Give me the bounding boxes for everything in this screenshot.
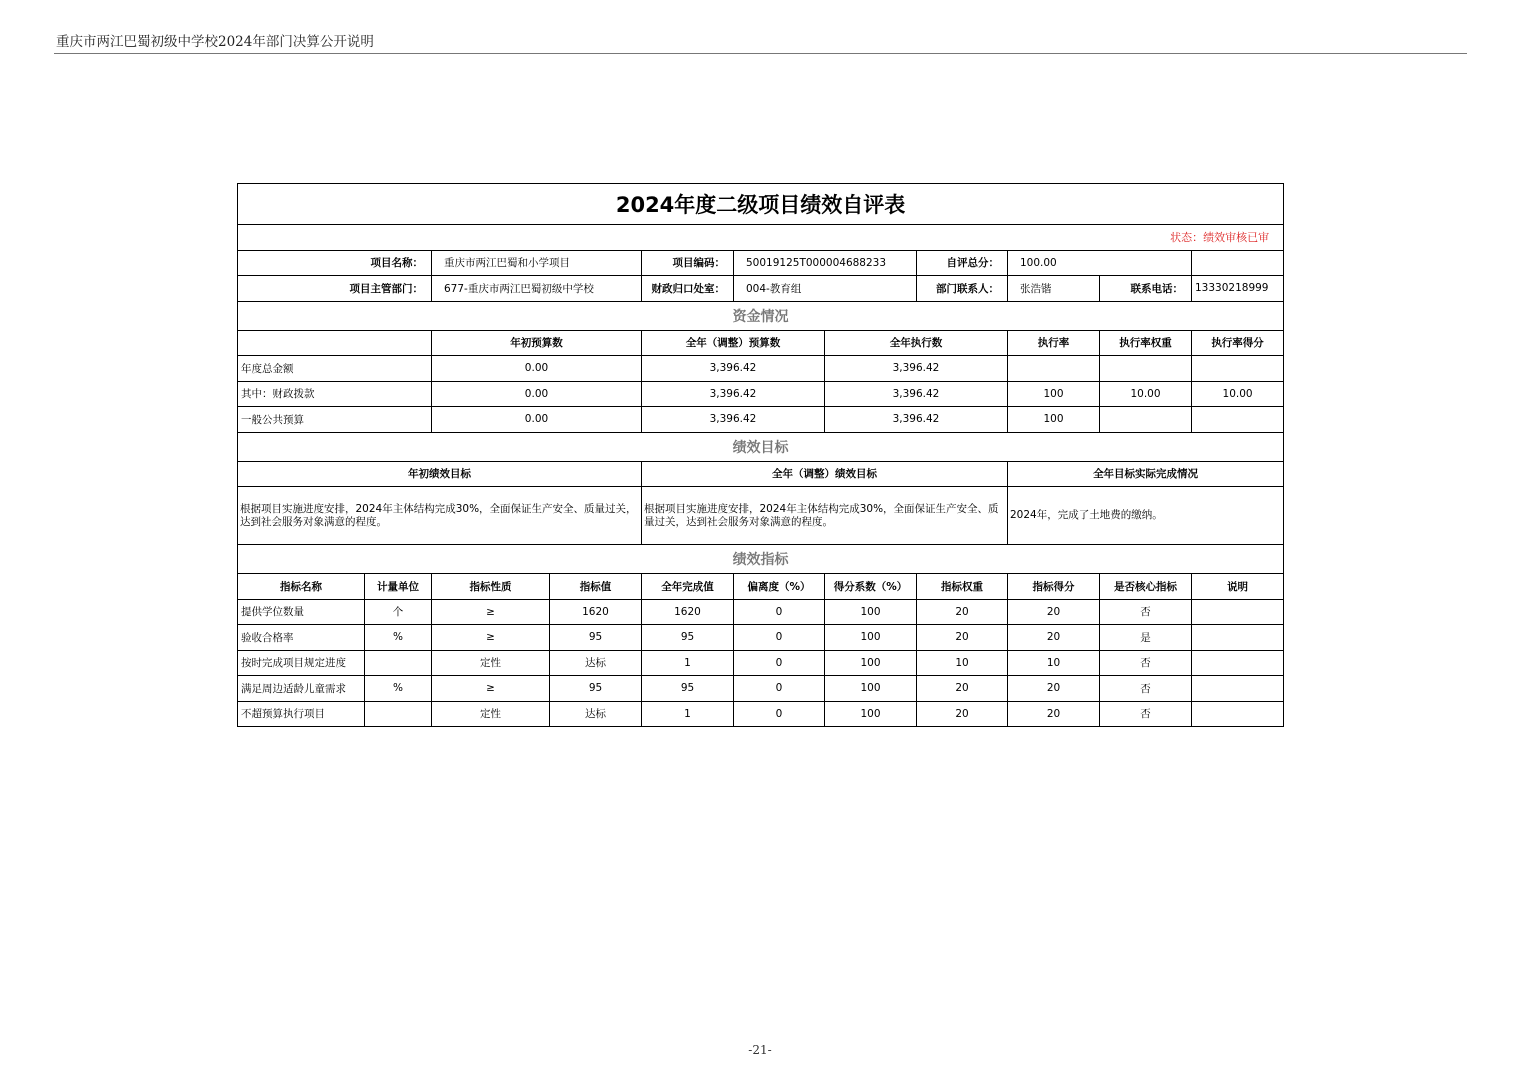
indicator-header: 是否核心指标 [1100, 574, 1192, 600]
funds-cell: 10.00 [1100, 381, 1192, 407]
indicator-cell: 100 [825, 650, 917, 676]
project-code-label: 项目编码： [642, 250, 734, 276]
funds-row [238, 407, 1284, 433]
indicator-cell: ≥ [432, 625, 550, 651]
indicator-cell: 个 [365, 599, 432, 625]
indicator-cell: 达标 [550, 650, 642, 676]
indicator-cell: 1 [642, 701, 734, 727]
funds-row [238, 381, 1284, 407]
funds-row [238, 356, 1284, 382]
funds-cell: 3,396.42 [642, 356, 825, 382]
funds-cell: 3,396.42 [642, 381, 825, 407]
indicator-cell: 定性 [432, 650, 550, 676]
funds-cell [1100, 407, 1192, 433]
project-name: 重庆市两江巴蜀和小学项目 [432, 250, 642, 276]
indicator-cell: % [365, 625, 432, 651]
indicator-cell: 100 [825, 625, 917, 651]
indicator-cell: 10 [1008, 650, 1100, 676]
indicator-header: 说明 [1192, 574, 1284, 600]
indicator-header: 得分系数（%） [825, 574, 917, 600]
funds-cell: 100 [1008, 381, 1100, 407]
indicator-row [238, 701, 1284, 727]
indicator-header: 偏离度（%） [734, 574, 825, 600]
indicator-cell: 95 [550, 676, 642, 702]
funds-cell: 3,396.42 [642, 407, 825, 433]
office-value: 004-教育组 [734, 276, 917, 302]
funds-cell: 0.00 [432, 407, 642, 433]
funds-section-title: 资金情况 [238, 301, 1284, 330]
indicator-row [238, 625, 1284, 651]
indicator-cell: 20 [917, 701, 1008, 727]
indicator-row [238, 650, 1284, 676]
indicator-cell [1192, 625, 1284, 651]
performance-evaluation-table [237, 183, 1284, 727]
funds-header: 执行率得分 [1192, 330, 1284, 356]
indicator-cell: 按时完成项目规定进度 [238, 650, 365, 676]
funds-cell [1008, 356, 1100, 382]
contact-value: 张浩锴 [1008, 276, 1100, 302]
indicator-row [238, 676, 1284, 702]
indicator-row [238, 599, 1284, 625]
funds-header: 全年执行数 [825, 330, 1008, 356]
indicator-cell: 否 [1100, 676, 1192, 702]
empty-cell [1192, 250, 1284, 276]
goals-header: 全年目标实际完成情况 [1008, 461, 1284, 487]
indicator-cell: 20 [917, 599, 1008, 625]
funds-header: 全年（调整）预算数 [642, 330, 825, 356]
project-code: 50019125T000004688233 [734, 250, 917, 276]
funds-cell [1192, 407, 1284, 433]
funds-header-row [238, 330, 1284, 356]
funds-cell: 0.00 [432, 381, 642, 407]
indicator-cell: ≥ [432, 676, 550, 702]
indicator-header: 全年完成值 [642, 574, 734, 600]
contact-label: 部门联系人： [917, 276, 1008, 302]
funds-header [238, 330, 432, 356]
indicator-cell: 20 [917, 625, 1008, 651]
indicator-rows [238, 599, 1284, 727]
funds-cell: 100 [1008, 407, 1100, 433]
funds-cell: 年度总金额 [238, 356, 432, 382]
funds-cell [1192, 356, 1284, 382]
indicator-cell: 0 [734, 599, 825, 625]
funds-header: 执行率权重 [1100, 330, 1192, 356]
indicators-header-row [238, 574, 1284, 600]
indicator-cell [1192, 599, 1284, 625]
phone-value: 13330218999 [1192, 276, 1284, 302]
funds-header: 年初预算数 [432, 330, 642, 356]
indicator-cell: 达标 [550, 701, 642, 727]
office-label: 财政归口处室： [642, 276, 734, 302]
indicator-cell: 20 [1008, 701, 1100, 727]
indicator-cell: 0 [734, 650, 825, 676]
indicator-cell [365, 650, 432, 676]
dept-value: 677-重庆市两江巴蜀初级中学校 [432, 276, 642, 302]
indicator-header: 指标名称 [238, 574, 365, 600]
funds-cell: 3,396.42 [825, 381, 1008, 407]
funds-cell: 其中：财政拨款 [238, 381, 432, 407]
indicator-cell: 0 [734, 676, 825, 702]
indicator-cell: % [365, 676, 432, 702]
indicator-cell: 95 [642, 625, 734, 651]
indicator-cell: 20 [1008, 625, 1100, 651]
indicator-cell [1192, 650, 1284, 676]
funds-cell: 10.00 [1192, 381, 1284, 407]
indicator-header: 指标性质 [432, 574, 550, 600]
score-value: 100.00 [1008, 250, 1192, 276]
indicator-cell: 1 [642, 650, 734, 676]
indicator-cell: 20 [1008, 676, 1100, 702]
indicator-cell: 不超预算执行项目 [238, 701, 365, 727]
indicator-cell: 10 [917, 650, 1008, 676]
info-row [238, 276, 1284, 302]
header-divider [54, 53, 1467, 54]
indicator-header: 指标权重 [917, 574, 1008, 600]
indicator-cell: 100 [825, 701, 917, 727]
table-title: 2024年度二级项目绩效自评表 [238, 184, 1284, 225]
page-header: 重庆市两江巴蜀初级中学校2024年部门决算公开说明 [56, 34, 374, 50]
indicator-cell: 0 [734, 701, 825, 727]
funds-cell: 3,396.42 [825, 356, 1008, 382]
indicator-cell: 20 [917, 676, 1008, 702]
initial-goal-text: 根据项目实施进度安排，2024年主体结构完成30%，全面保证生产安全、质量过关，达到社会服务对象满意的程度。 [238, 487, 642, 545]
status-badge: 状态：绩效审核已审 [238, 225, 1284, 251]
indicator-cell: 100 [825, 676, 917, 702]
actual-completion-text: 2024年，完成了土地费的缴纳。 [1008, 487, 1284, 545]
indicator-cell: 否 [1100, 599, 1192, 625]
indicators-section-title: 绩效指标 [238, 545, 1284, 574]
indicator-cell: 满足周边适龄儿童需求 [238, 676, 365, 702]
indicator-cell: 提供学位数量 [238, 599, 365, 625]
indicator-cell: 0 [734, 625, 825, 651]
goals-header-row [238, 461, 1284, 487]
funds-cell [1100, 356, 1192, 382]
indicator-cell [1192, 676, 1284, 702]
indicator-header: 计量单位 [365, 574, 432, 600]
indicator-cell [365, 701, 432, 727]
adjusted-goal-text: 根据项目实施进度安排，2024年主体结构完成30%，全面保证生产安全、质量过关，达到社会服务对象满意的程度。 [642, 487, 1008, 545]
indicator-cell: ≥ [432, 599, 550, 625]
indicator-cell: 是 [1100, 625, 1192, 651]
indicator-cell: 95 [642, 676, 734, 702]
indicator-cell: 1620 [642, 599, 734, 625]
indicator-cell: 1620 [550, 599, 642, 625]
goals-header: 年初绩效目标 [238, 461, 642, 487]
indicator-cell: 95 [550, 625, 642, 651]
info-row [238, 250, 1284, 276]
indicator-header: 指标值 [550, 574, 642, 600]
indicator-cell: 20 [1008, 599, 1100, 625]
goals-section-title: 绩效目标 [238, 432, 1284, 461]
indicator-cell: 定性 [432, 701, 550, 727]
funds-cell: 一般公共预算 [238, 407, 432, 433]
goals-row [238, 487, 1284, 545]
indicator-cell: 否 [1100, 650, 1192, 676]
indicator-header: 指标得分 [1008, 574, 1100, 600]
funds-header: 执行率 [1008, 330, 1100, 356]
score-label: 自评总分： [917, 250, 1008, 276]
funds-cell: 0.00 [432, 356, 642, 382]
dept-label: 项目主管部门： [238, 276, 432, 302]
goals-header: 全年（调整）绩效目标 [642, 461, 1008, 487]
indicator-cell: 否 [1100, 701, 1192, 727]
indicator-cell: 验收合格率 [238, 625, 365, 651]
indicator-cell: 100 [825, 599, 917, 625]
phone-label: 联系电话： [1100, 276, 1192, 302]
project-name-label: 项目名称： [238, 250, 432, 276]
indicator-cell [1192, 701, 1284, 727]
funds-cell: 3,396.42 [825, 407, 1008, 433]
page-number: -21- [748, 1043, 772, 1057]
